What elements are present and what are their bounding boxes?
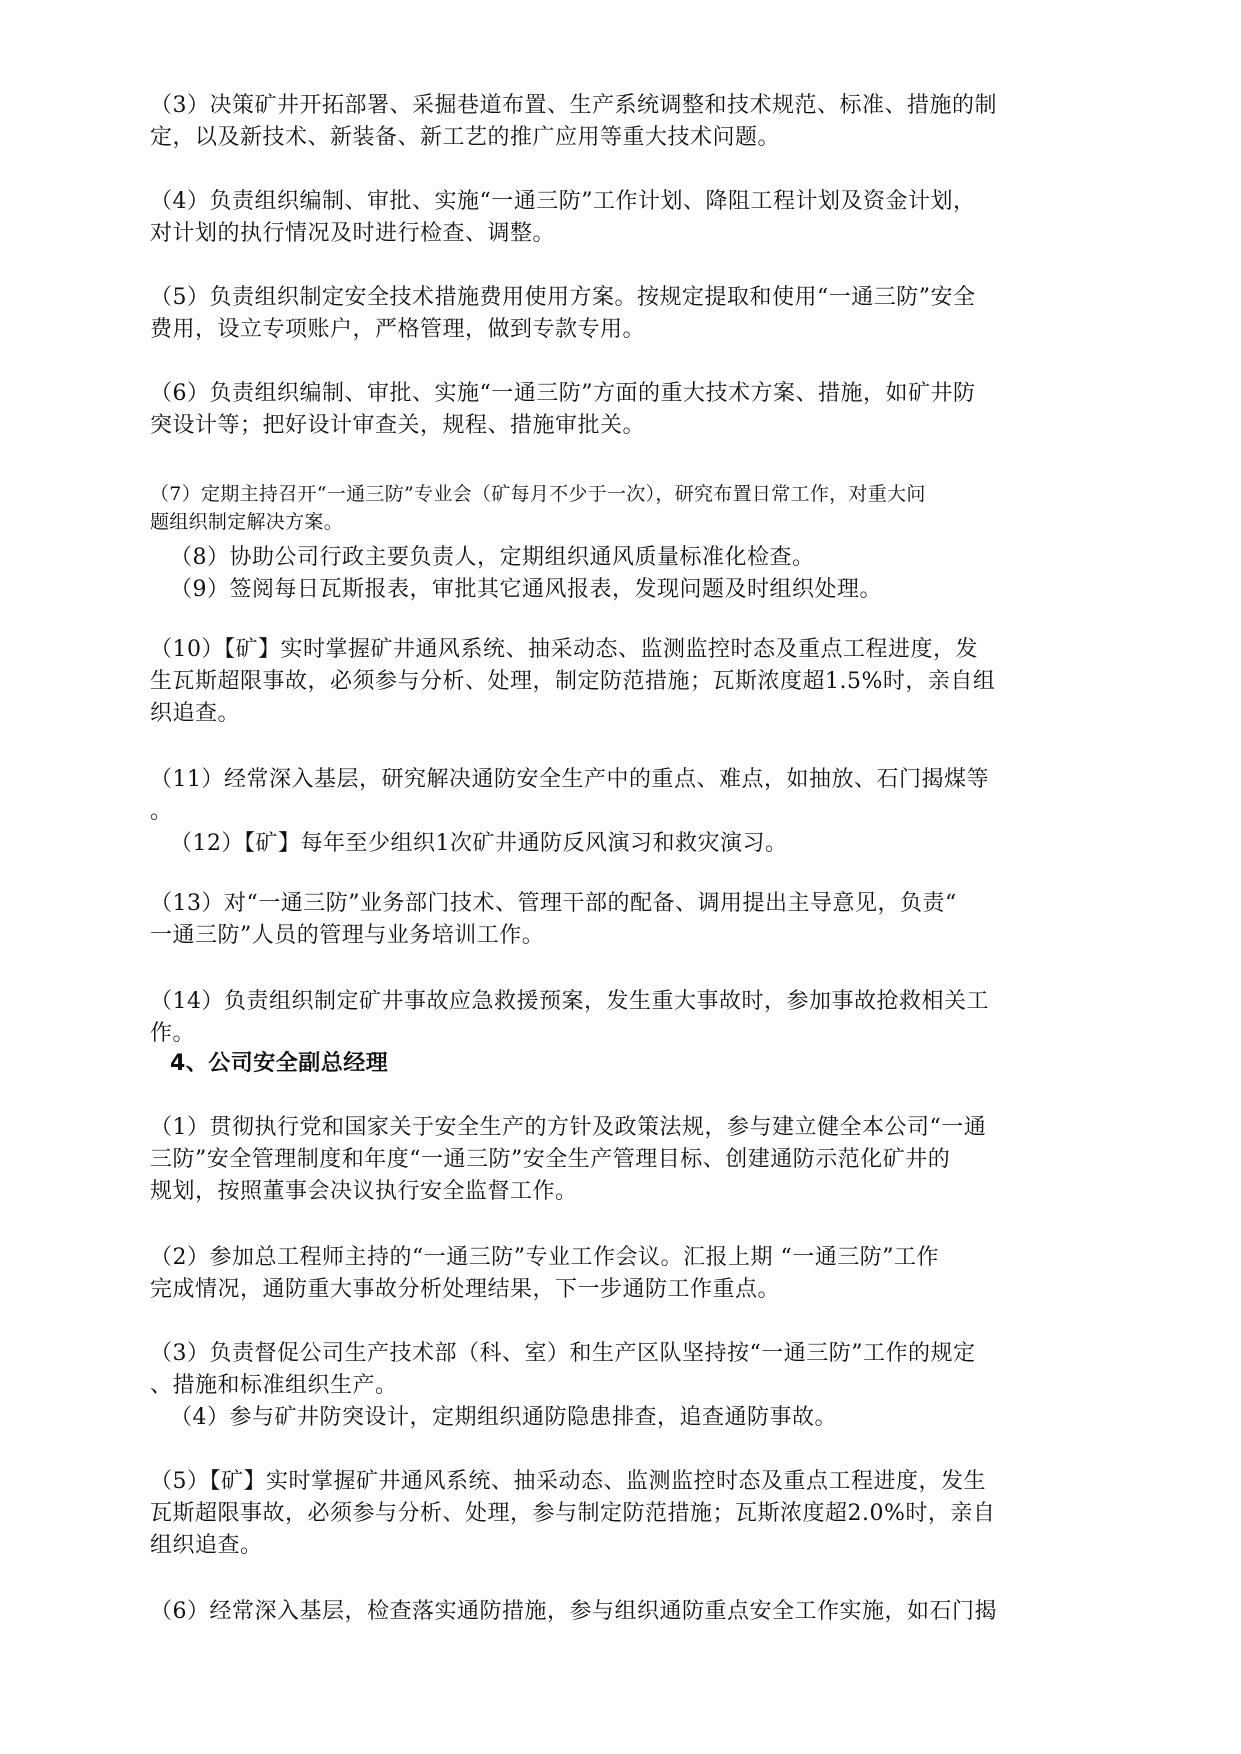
paragraph-item-8: （8）协助公司行政主要负责人，定期组织通风质量标准化检查。 bbox=[170, 545, 815, 570]
paragraph-item-10: （10）【矿】实时掌握矿井通风系统、抽采动态、监测监控时态及重点工程进度，发 生瓦斯超限事故，必须参与分析、处理，制定防范措施；瓦斯浓度超1.5%时，亲自组 织追查。 bbox=[150, 637, 996, 726]
paragraph-item-5: （5）负责组织制定安全技术措施费用使用方案。按规定提取和使用“一通三防”安全 费用，设立专项账户，严格管理，做到专款专用。 bbox=[150, 285, 976, 342]
paragraph-item-7: （7）定期主持召开“一通三防”专业会（矿每月不少于一次），研究布置日常工作，对重大问 题组织制定解决方案。 bbox=[150, 483, 926, 533]
paragraph-item-3: （3）决策矿井开拓部署、采掘巷道布置、生产系统调整和技术规范、标准、措施的制 定，以及新技术、新装备、新工艺的推广应用等重大技术问题。 bbox=[150, 93, 997, 150]
section4-paragraph-5: （5）【矿】实时掌握矿井通风系统、抽采动态、监测监控时态及重点工程进度，发生 瓦斯超限事故，必须参与分析、处理，参与制定防范措施；瓦斯浓度超2.0%时，亲自 组织追查。 bbox=[150, 1469, 996, 1558]
paragraph-item-9: （9）签阅每日瓦斯报表，审批其它通风报表，发现问题及时组织处理。 bbox=[170, 577, 882, 602]
section-heading-4: 4、公司安全副总经理 bbox=[170, 1051, 389, 1076]
section4-paragraph-2: （2）参加总工程师主持的“一通三防”专业工作会议。汇报上期 “一通三防”工作 完成情况，通防重大事故分析处理结果，下一步通防工作重点。 bbox=[150, 1245, 939, 1302]
paragraph-item-13: （13）对“一通三防”业务部门技术、管理干部的配备、调用提出主导意见，负责“ 一通三防”人员的管理与业务培训工作。 bbox=[150, 891, 957, 948]
paragraph-item-11: （11）经常深入基层，研究解决通防安全生产中的重点、难点，如抽放、石门揭煤等 。 bbox=[150, 767, 989, 824]
paragraph-item-6: （6）负责组织编制、审批、实施“一通三防”方面的重大技术方案、措施，如矿井防 突设计等；把好设计审查关，规程、措施审批关。 bbox=[150, 381, 976, 438]
paragraph-item-4: （4）负责组织编制、审批、实施“一通三防”工作计划、降阻工程计划及资金计划， 对计划的执行情况及时进行检查、调整。 bbox=[150, 189, 976, 246]
section4-paragraph-3: （3）负责督促公司生产技术部（科、室）和生产区队坚持按“一通三防”工作的规定 、措施和标准组织生产。 bbox=[150, 1341, 976, 1398]
section4-paragraph-4: （4）参与矿井防突设计，定期组织通防隐患排查，追查通防事故。 bbox=[170, 1405, 837, 1430]
section4-paragraph-6: （6）经常深入基层，检查落实通防措施，参与组织通防重点安全工作实施，如石门揭 bbox=[150, 1599, 997, 1624]
paragraph-item-14: （14）负责组织制定矿井事故应急救援预案，发生重大事故时，参加事故抢救相关工 作。 bbox=[150, 989, 989, 1046]
paragraph-item-12: （12）【矿】每年至少组织1次矿井通防反风演习和救灾演习。 bbox=[170, 831, 788, 856]
section4-paragraph-1: （1）贯彻执行党和国家关于安全生产的方针及政策法规，参与建立健全本公司“一通 三防”安全管理制度和年度“一通三防”安全生产管理目标、创建通防示范化矿井的 规划，按照董事会决议执行安全监督工作。 bbox=[150, 1115, 987, 1204]
